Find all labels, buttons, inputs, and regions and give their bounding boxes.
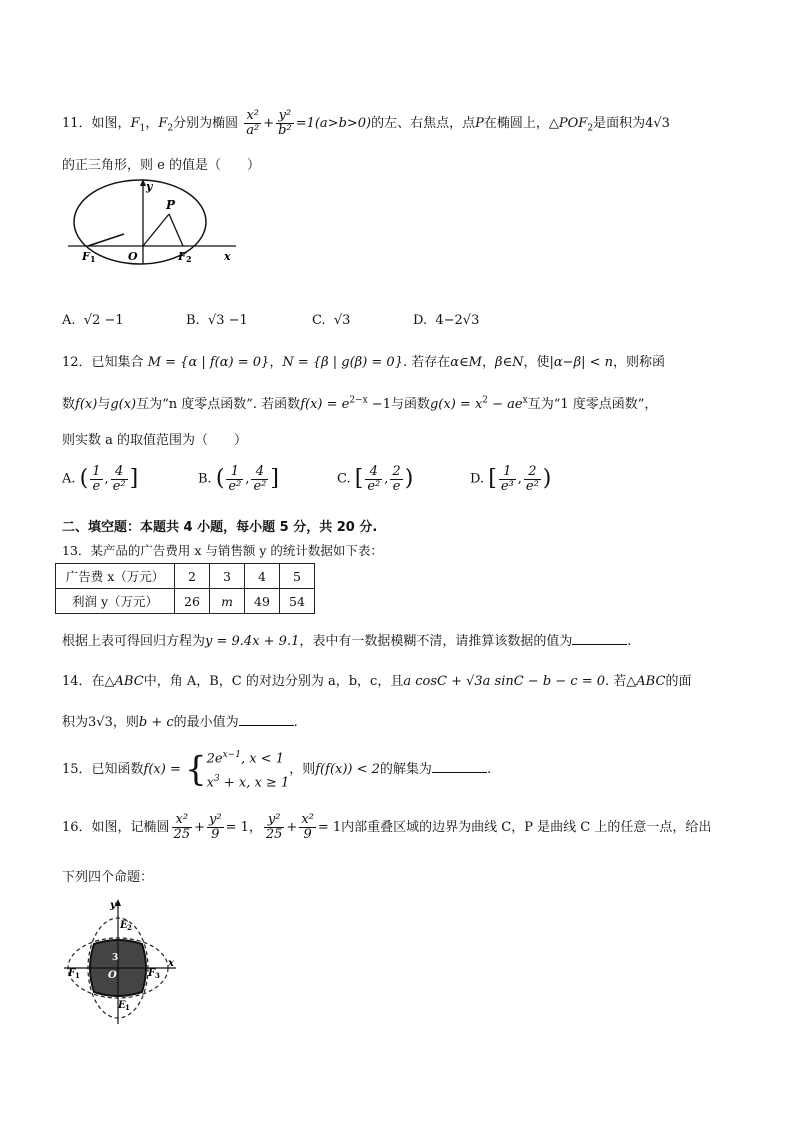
- table-cell: 3: [210, 564, 245, 589]
- q15-line: 15．已知函数f(x) = { $2e^{x-1}$, x < 1 $x^3 + x$, x ≥ 1 ，则f(f(x)) < 2的解集为 .: [62, 745, 491, 793]
- q16-label-e2: E: [120, 920, 128, 931]
- q15-answer-blank: [432, 760, 487, 773]
- q11-label-x: x: [224, 250, 231, 263]
- q11-ellipse: [74, 180, 206, 264]
- svg-text:3: 3: [155, 971, 160, 980]
- q11-ellipse-figure: [66, 176, 246, 268]
- q12-option-b: B. ( $\frac{1}{\text{e²}}$ , $\frac{4}{\text{e²}}$ ]: [198, 463, 279, 494]
- svg-text:1: 1: [75, 971, 80, 980]
- table-cell: 4: [245, 564, 280, 589]
- q11-label-y: y: [146, 180, 153, 193]
- q11-line1: 11．如图，$F_1$，$F_2$分别为椭圆 $\frac{\text{x²}}{\text{a²}}$ + $\frac{\text{y²}}{\text{b²}}$ =1(a>b>0)的左、右焦点，点P在椭圆上，$\triangle POF_2$是面积为4√3: [62, 108, 670, 138]
- svg-text:2: 2: [186, 254, 192, 264]
- q12-option-d: D. [ $\frac{1}{\text{e³}}$ , $\frac{2}{\text{e²}}$ ): [470, 463, 552, 494]
- q14-line2: 积为3√3，则b + c的最小值为 .: [62, 715, 298, 730]
- q11-label-o: O: [128, 250, 138, 263]
- q11-option-d: D. 4−2√3: [413, 313, 480, 328]
- q11-triangle: △POF: [548, 116, 588, 131]
- q12-option-c: C. [ $\frac{4}{\text{e²}}$ , $\frac{2}{e}$ ): [337, 463, 414, 494]
- q11-frac-y: $\frac{\text{y²}}{\text{b²}}$: [278, 108, 292, 138]
- table-cell: 5: [280, 564, 315, 589]
- q11-frac-x: $\frac{\text{x²}}{\text{a²}}$: [246, 108, 260, 138]
- q16-overlap-figure: [64, 898, 184, 1026]
- q16-line2: 下列四个命题：: [62, 870, 154, 885]
- table-row: [56, 564, 315, 589]
- q16-label-f1: F: [68, 968, 76, 979]
- svg-text:1: 1: [125, 1003, 130, 1012]
- q12-number: 12．: [62, 355, 92, 370]
- table-cell: 利润 y（万元）: [56, 589, 175, 614]
- q15-cases: $2e^{x-1}$, x < 1 $x^3 + x$, x ≥ 1: [206, 750, 290, 791]
- q11-label-f2: F: [178, 250, 186, 263]
- q14-line1: 14．在△ABC中，角 A，B，C 的对边分别为 a，b，c，且a cosC + √3a sinC − b − c = 0. 若△ABC的面: [62, 674, 692, 689]
- svg-text:1: 1: [90, 254, 96, 264]
- table-row: [56, 589, 315, 614]
- q16-label-e1: E: [118, 1000, 126, 1011]
- q11-option-c: C. √3: [312, 313, 351, 328]
- table-cell: 2: [175, 564, 210, 589]
- svg-text:2: 2: [127, 923, 132, 932]
- q12-line2: 数f(x)与g(x)互为“n 度零点函数”. 若函数$f(x) = e^{2-x} -1$与函数$g(x) = x^2 - ae^x$互为“1 度零点函数”，: [62, 395, 658, 412]
- q14-answer-blank: [239, 713, 294, 726]
- table-cell: 26: [175, 589, 210, 614]
- q11-area: 4√3: [645, 116, 670, 131]
- q13-table: [55, 563, 315, 614]
- q16-label-o: O: [108, 970, 117, 981]
- q11-number: 11．: [62, 116, 92, 131]
- q11-option-b: B. √3 −1: [186, 313, 248, 328]
- table-cell: 54: [280, 589, 315, 614]
- q16-label-y: y: [110, 900, 116, 911]
- q13-line1: 13．某产品的广告费用 x 与销售额 y 的统计数据如下表：: [62, 543, 383, 558]
- table-cell: 广告费 x（万元）: [56, 564, 175, 589]
- q12-option-a: A. ( $\frac{1}{e}$ , $\frac{4}{\text{e²}}$ ]: [62, 463, 139, 494]
- q11-line2: 的正三角形，则 e 的值是（ ）: [62, 158, 260, 173]
- q16-label-x: x: [168, 958, 174, 969]
- table-cell: m: [210, 589, 245, 614]
- q16-label-f3: F: [148, 968, 156, 979]
- table-cell: 49: [245, 589, 280, 614]
- q12-line1: 12．已知集合 M = {α | f(α) = 0}，N = {β | g(β) = 0}. 若存在α∈M，β∈N，使|α−β| < n，则称函: [62, 355, 666, 370]
- q12-line3: 则实数 a 的取值范围为（ ）: [62, 433, 248, 448]
- q13-line2: 根据上表可得回归方程为y = 9.4x + 9.1，表中有一数据模糊不清，请推算该数据的值为 .: [62, 634, 632, 649]
- q16-line1: 16．如图，记椭圆 $\frac{\text{x²}}{25}$ + $\frac{\text{y²}}{9}$ = 1， $\frac{\text{y²}}{25}$ + $\frac{\text{x²}}{9}$ = 1内部重叠区域的边界为曲线 C，P 是曲线 C 上的任意一点，给出: [62, 812, 712, 842]
- q13-answer-blank: [572, 632, 627, 645]
- q11-option-a: A. √2 −1: [62, 313, 124, 328]
- q16-label-three: 3: [112, 953, 119, 963]
- q11-label-p: P: [166, 198, 176, 212]
- q11-label-f1: F: [82, 250, 90, 263]
- section2-heading: 二、填空题：本题共 4 小题，每小题 5 分，共 20 分.: [62, 520, 378, 535]
